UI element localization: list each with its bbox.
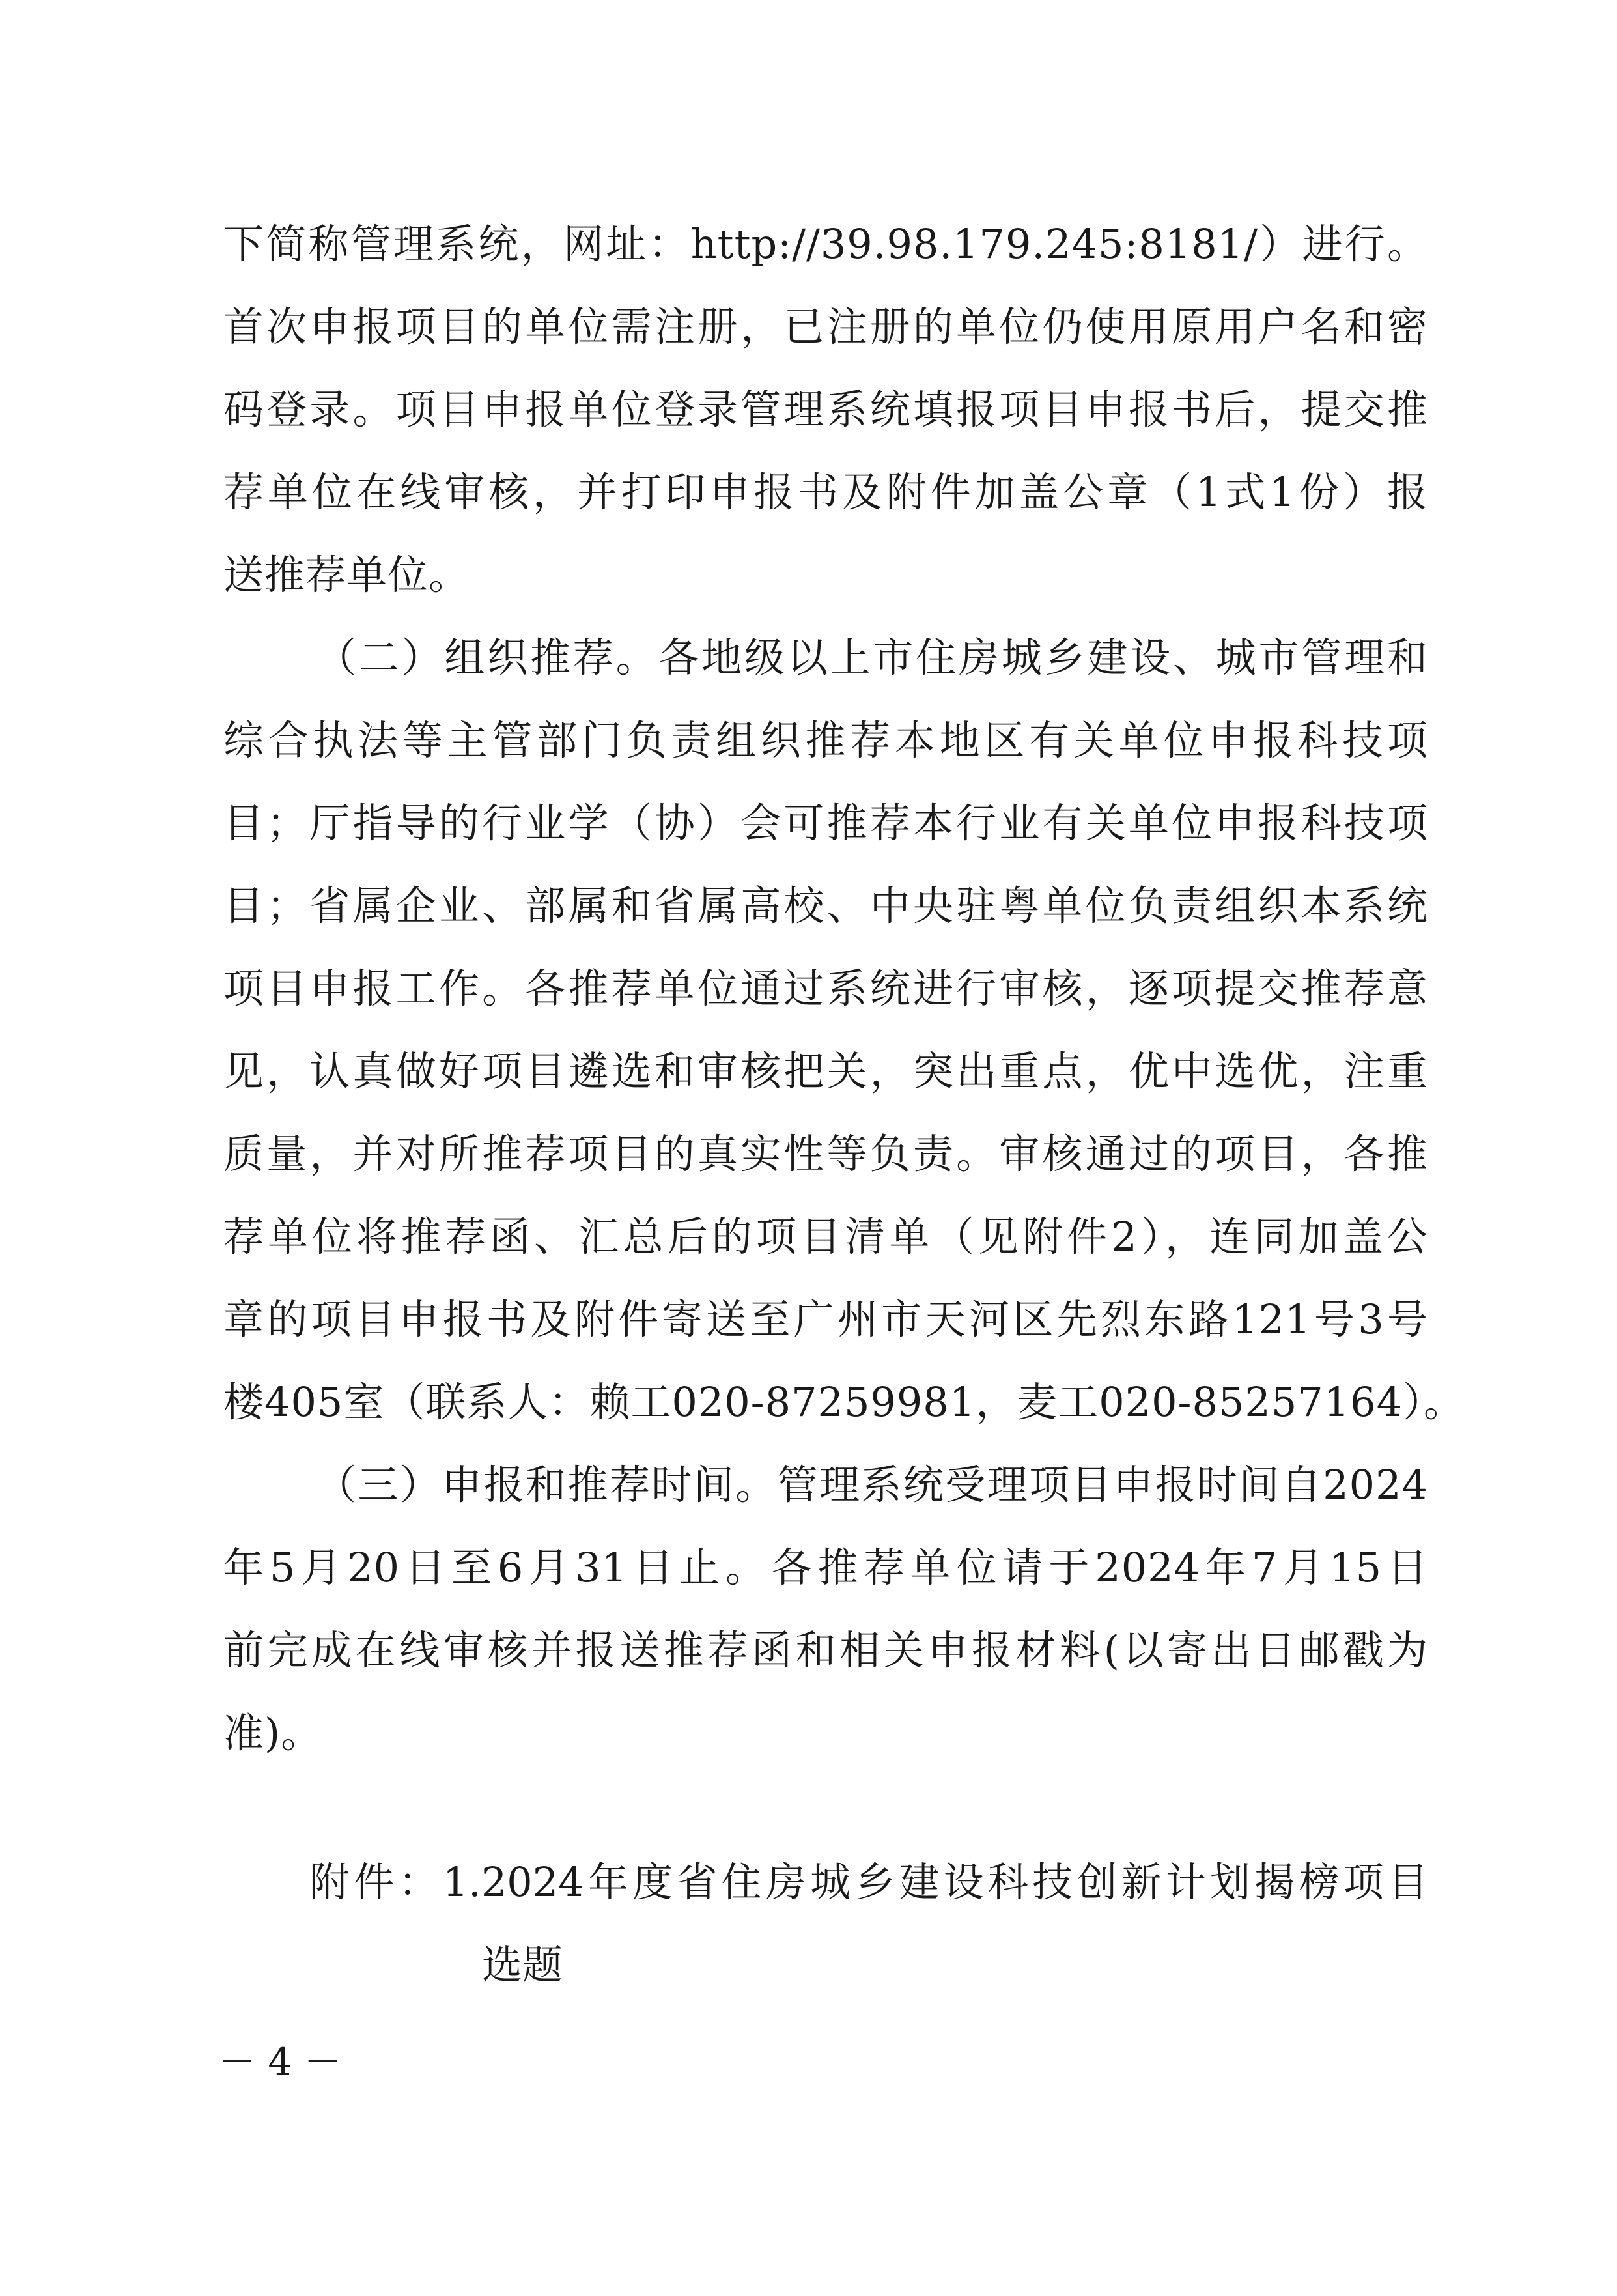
paragraph-line: 目；省属企业、部属和省属高校、中央驻粤单位负责组织本系统 [223,882,1428,929]
attachment-line-continued: 选题 [482,1941,563,1989]
paragraph-line: 荐单位将推荐函、汇总后的项目清单（见附件2），连同加盖公 [223,1213,1428,1260]
paragraph-line: 下简称管理系统，网址：http://39.98.179.245:8181/）进行。 [223,220,1428,268]
paragraph-line: 首次申报项目的单位需注册，已注册的单位仍使用原用户名和密 [223,303,1428,350]
paragraph-line: 年5月20日至6月31日止。各推荐单位请于2024年7月15日 [223,1544,1428,1591]
page-number: － 4 － [218,2039,342,2084]
paragraph-line: 见，认真做好项目遴选和审核把关，突出重点，优中选优，注重 [223,1047,1428,1095]
paragraph-line: 章的项目申报书及附件寄送至广州市天河区先烈东路121号3号 [223,1296,1428,1343]
paragraph-line: 准)。 [223,1709,322,1757]
paragraph-line: 码登录。项目申报单位登录管理系统填报项目申报书后，提交推 [223,386,1428,433]
paragraph-line: 楼405室（联系人：赖工020-87259981，麦工020-85257164）。 [223,1378,1465,1426]
paragraph-line: 荐单位在线审核，并打印申报书及附件加盖公章（1式1份）报 [223,468,1428,516]
section-heading-line: （三）申报和推荐时间。管理系统受理项目申报时间自2024 [316,1461,1428,1509]
paragraph-line: 项目申报工作。各推荐单位通过系统进行审核，逐项提交推荐意 [223,965,1428,1012]
paragraph-line: 综合执法等主管部门负责组织推荐本地区有关单位申报科技项 [223,716,1428,764]
attachment-line: 附件：1.2024年度省住房城乡建设科技创新计划揭榜项目 [309,1858,1428,1906]
section-heading-line: （二）组织推荐。各地级以上市住房城乡建设、城市管理和 [316,634,1428,681]
paragraph-line: 前完成在线审核并报送推荐函和相关申报材料(以寄出日邮戳为 [223,1626,1428,1674]
paragraph-line: 送推荐单位。 [223,551,470,599]
paragraph-line: 质量，并对所推荐项目的真实性等负责。审核通过的项目，各推 [223,1130,1428,1178]
paragraph-line: 目；厅指导的行业学（协）会可推荐本行业有关单位申报科技项 [223,799,1428,847]
